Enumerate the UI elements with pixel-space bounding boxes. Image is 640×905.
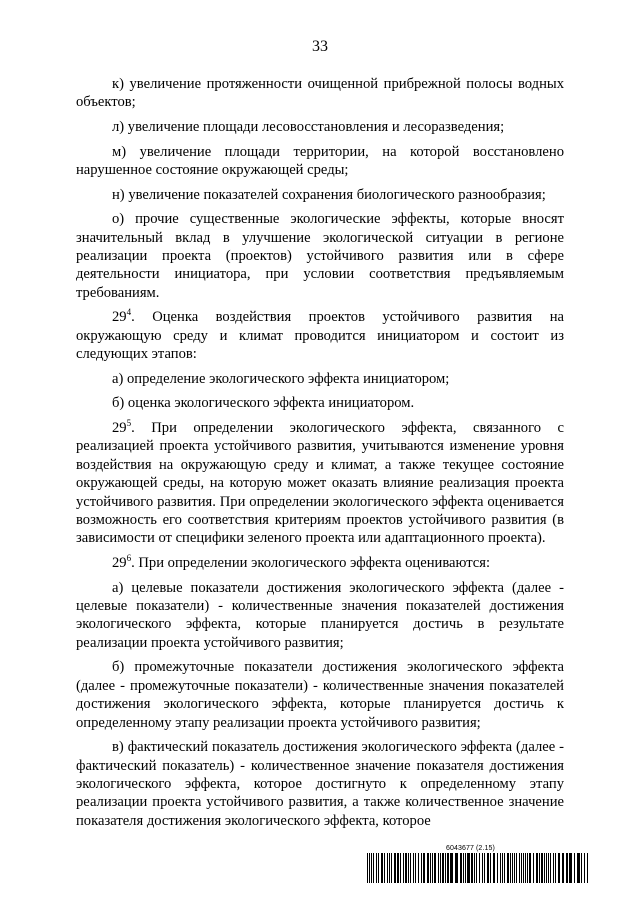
document-code: 6043677 (2.15) [446, 845, 495, 852]
clause-number: 29 [112, 420, 127, 436]
clause-text: . Оценка воздействия проектов устойчивого развития на окружающую среду и климат проводится инициатором и состоит из следующих этапов: [76, 309, 564, 363]
paragraph-k: к) увеличение протяженности очищенной прибрежной полосы водных объектов; [76, 76, 564, 111]
document-body [76, 75, 564, 830]
paragraph-o: о) прочие существенные экологические эффекты, которые вносят значительный вклад в улучшение экологической ситуации в регионе реализации проекта (проектов) устойчивого развития или в сфере деятельности инициатора, при условии соответствия предъявляемым требованиям. [76, 211, 564, 301]
barcode [367, 853, 588, 883]
paragraph-n: н) увеличение показателей сохранения биологического разнообразия; [112, 186, 546, 203]
paragraph-m: м) увеличение площади территории, на которой восстановлено нарушенное состояние окружающей среды; [76, 143, 564, 178]
clause-number: 29 [112, 309, 127, 326]
paragraph-a-target: а) целевые показатели достижения экологического эффекта (далее - целевые показатели) - количественные значения показателей достижения экологического эффекта, которые планируется достичь в результате реализации проекта устойчивого развития; [76, 579, 564, 651]
paragraph-a-stage: а) определение экологического эффекта инициатором; [112, 370, 450, 387]
clause-superscript: 6 [126, 553, 132, 564]
paragraph-v-actual: в) фактический показатель достижения экологического эффекта (далее - фактический показатель) - количественное значение показателя достижения экологического эффекта, которое достигнуто к определенному этапу реализации проекта устойчивого развития, а также количественное значение показателя достижения экологического эффекта, которое [76, 739, 564, 829]
paragraph-29-5 [76, 419, 564, 548]
paragraph-l: л) увеличение площади лесовосстановления и лесоразведения; [112, 119, 505, 135]
page-number: 33 [312, 38, 328, 55]
paragraph-b-stage: б) оценка экологического эффекта инициатором. [112, 395, 415, 412]
clause-text: . При определении экологического эффекта оцениваются: [131, 555, 491, 572]
clause-number: 29 [112, 555, 127, 572]
paragraph-b-intermediate: б) промежуточные показатели достижения экологического эффекта (далее - промежуточные показатели) - количественные значения показателей достижения экологического эффекта, которые планируется достичь к определенному этапу реализации проекта устойчивого развития; [76, 659, 564, 731]
paragraph-29-6 [76, 554, 564, 572]
clause-text: . При определении экологического эффекта, связанного с реализацией проекта устойчивого развития, учитываются изменение уровня воздействия на окружающую среду и климат, а также текущее состояние окружающей среды, на которую может оказать влияние реализация проекта устойчивого развития. При определении экологического эффекта оценивается возможность его соответствия критериям проектов устойчивого развития (в зависимости от специфики зеленого проекта или адаптационного проекта). [76, 420, 564, 547]
paragraph-29-4 [76, 308, 564, 363]
clause-superscript: 4 [126, 307, 132, 318]
clause-superscript: 5 [126, 418, 132, 428]
